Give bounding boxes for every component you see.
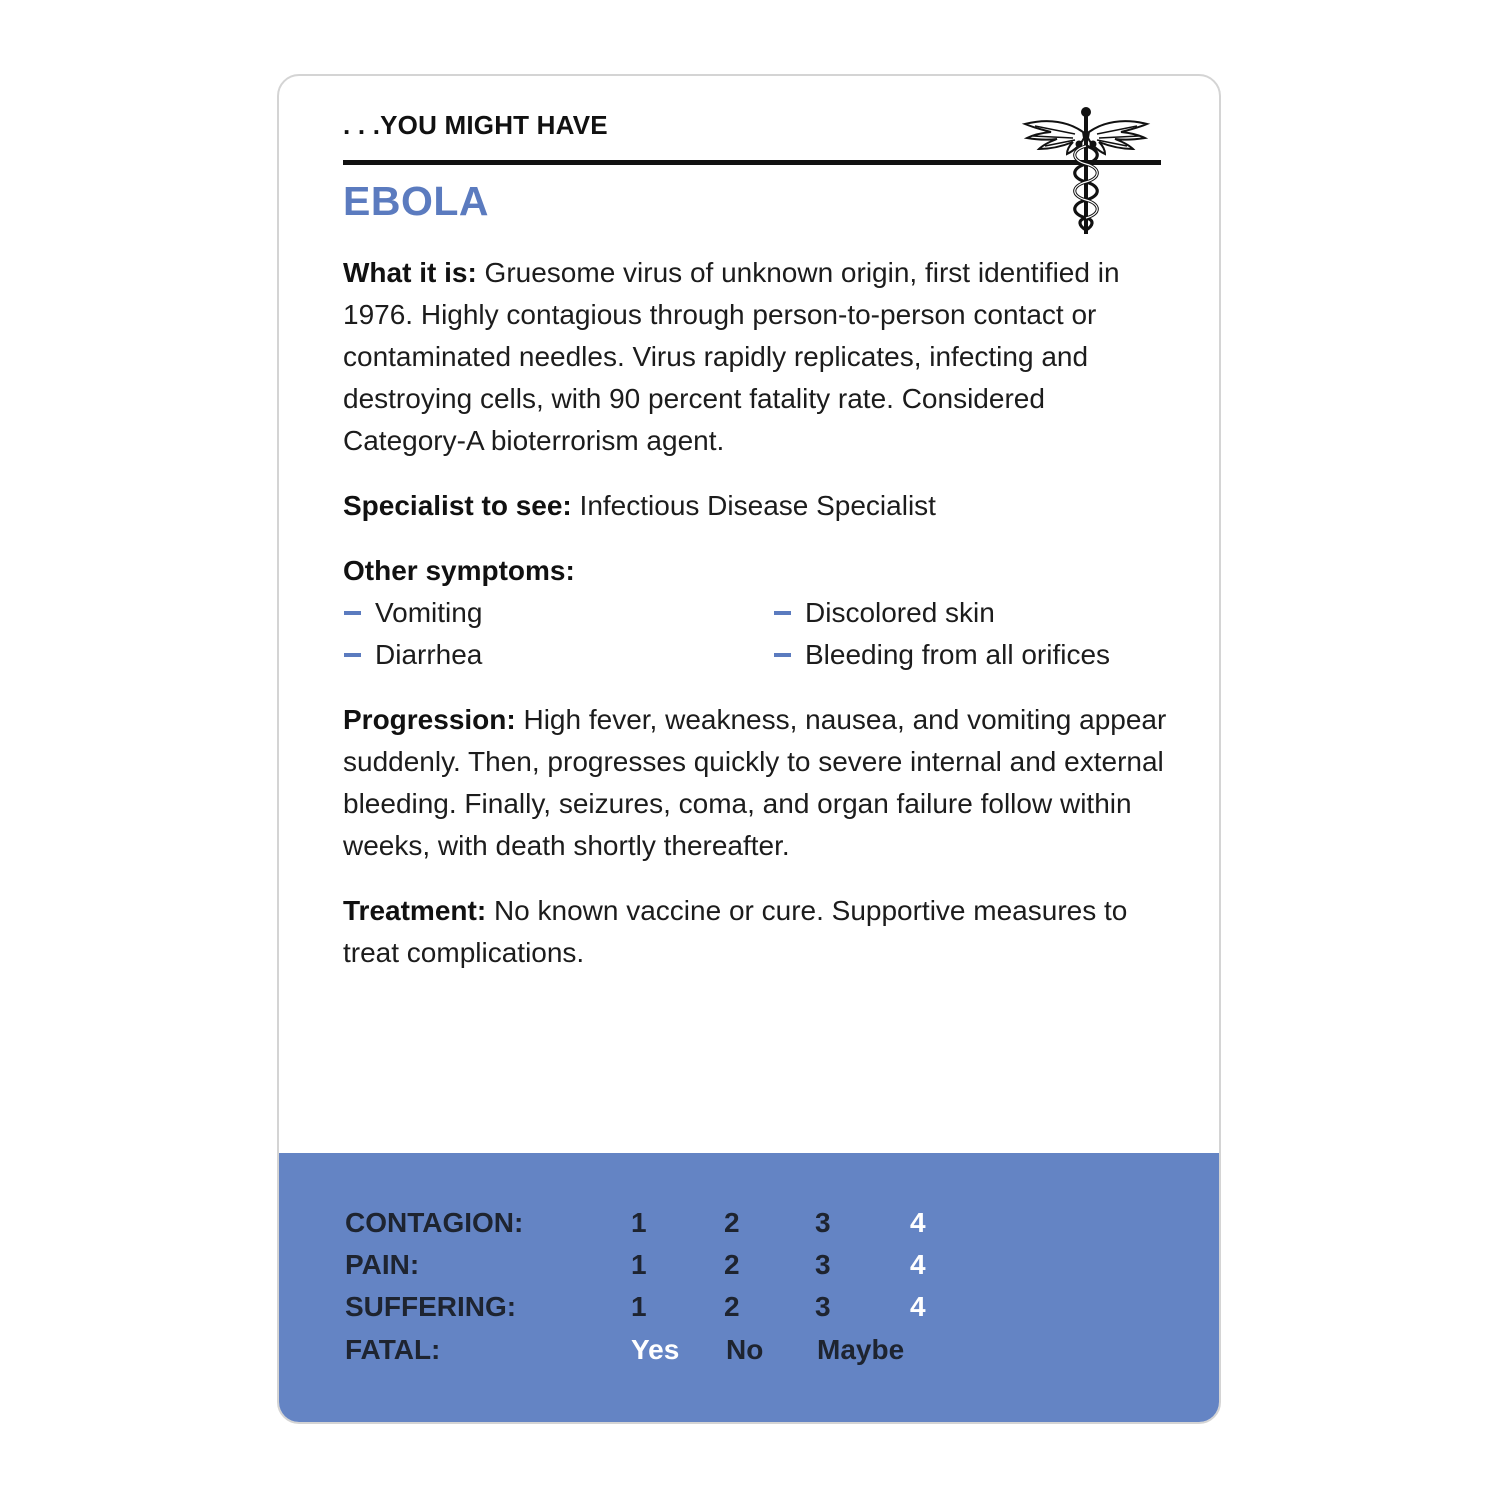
card-kicker: . . .YOU MIGHT HAVE: [343, 110, 608, 140]
rating-option: 3: [815, 1207, 831, 1238]
list-item: Diarrhea: [343, 634, 773, 676]
progression-section: [343, 699, 1173, 867]
rating-option-selected: 4: [910, 1291, 926, 1322]
rating-option-selected: 4: [910, 1249, 926, 1280]
rating-option: 2: [724, 1249, 740, 1280]
treatment-text: No known vaccine or cure. Supportive measures to treat complications.: [343, 895, 1128, 968]
rating-option: 3: [815, 1249, 831, 1280]
disease-title: EBOLA: [343, 178, 489, 224]
rating-label: FATAL:: [345, 1334, 441, 1365]
rating-option: 1: [631, 1291, 647, 1322]
rating-label: CONTAGION:: [345, 1207, 524, 1238]
rating-option: 3: [815, 1291, 831, 1322]
rating-panel: [279, 1153, 1221, 1424]
rating-option: 2: [724, 1207, 740, 1238]
card-content: [343, 252, 1173, 997]
rating-option-selected: 4: [910, 1207, 926, 1238]
rating-label: SUFFERING:: [345, 1291, 517, 1322]
dash-icon: [344, 611, 361, 615]
dash-icon: [774, 653, 791, 657]
specialist-section: [343, 485, 1173, 527]
caduceus-icon: [1021, 102, 1151, 238]
rating-option-selected: Yes: [631, 1334, 680, 1365]
rating-option: 2: [724, 1291, 740, 1322]
rating-option: No: [726, 1334, 764, 1365]
specialist-label: Specialist to see:: [343, 490, 572, 521]
what-it-is-section: [343, 252, 1173, 462]
rating-label: PAIN:: [345, 1249, 420, 1280]
progression-text: High fever, weakness, nausea, and vomiting appear suddenly. Then, progresses quickly to severe internal and external bleeding. Finally, seizures, coma, and organ failure follow within weeks, with death shortly thereafter.: [343, 704, 1167, 861]
rating-option: 1: [631, 1207, 647, 1238]
list-item: Vomiting: [343, 592, 773, 634]
dash-icon: [344, 653, 361, 657]
list-item: Discolored skin: [773, 592, 1173, 634]
rating-option: 1: [631, 1249, 647, 1280]
what-it-is-text: Gruesome virus of unknown origin, first identified in 1976. Highly contagious through person-to-person contact or contaminated needles. Virus rapidly replicates, infecting and destroying cells, with 90 percent fatality rate. Considered Category-A bioterrorism agent.: [343, 257, 1120, 456]
what-it-is-label: What it is:: [343, 257, 477, 288]
specialist-text: Infectious Disease Specialist: [579, 490, 936, 521]
treatment-label: Treatment:: [343, 895, 487, 926]
rating-option: Maybe: [817, 1334, 905, 1365]
other-symptoms-label: Other symptoms:: [343, 555, 575, 586]
disease-card: [277, 74, 1221, 1424]
progression-label: Progression:: [343, 704, 516, 735]
list-item: Bleeding from all orifices: [773, 634, 1173, 676]
dash-icon: [774, 611, 791, 615]
treatment-section: [343, 890, 1173, 974]
symptoms-list: [343, 592, 1173, 676]
